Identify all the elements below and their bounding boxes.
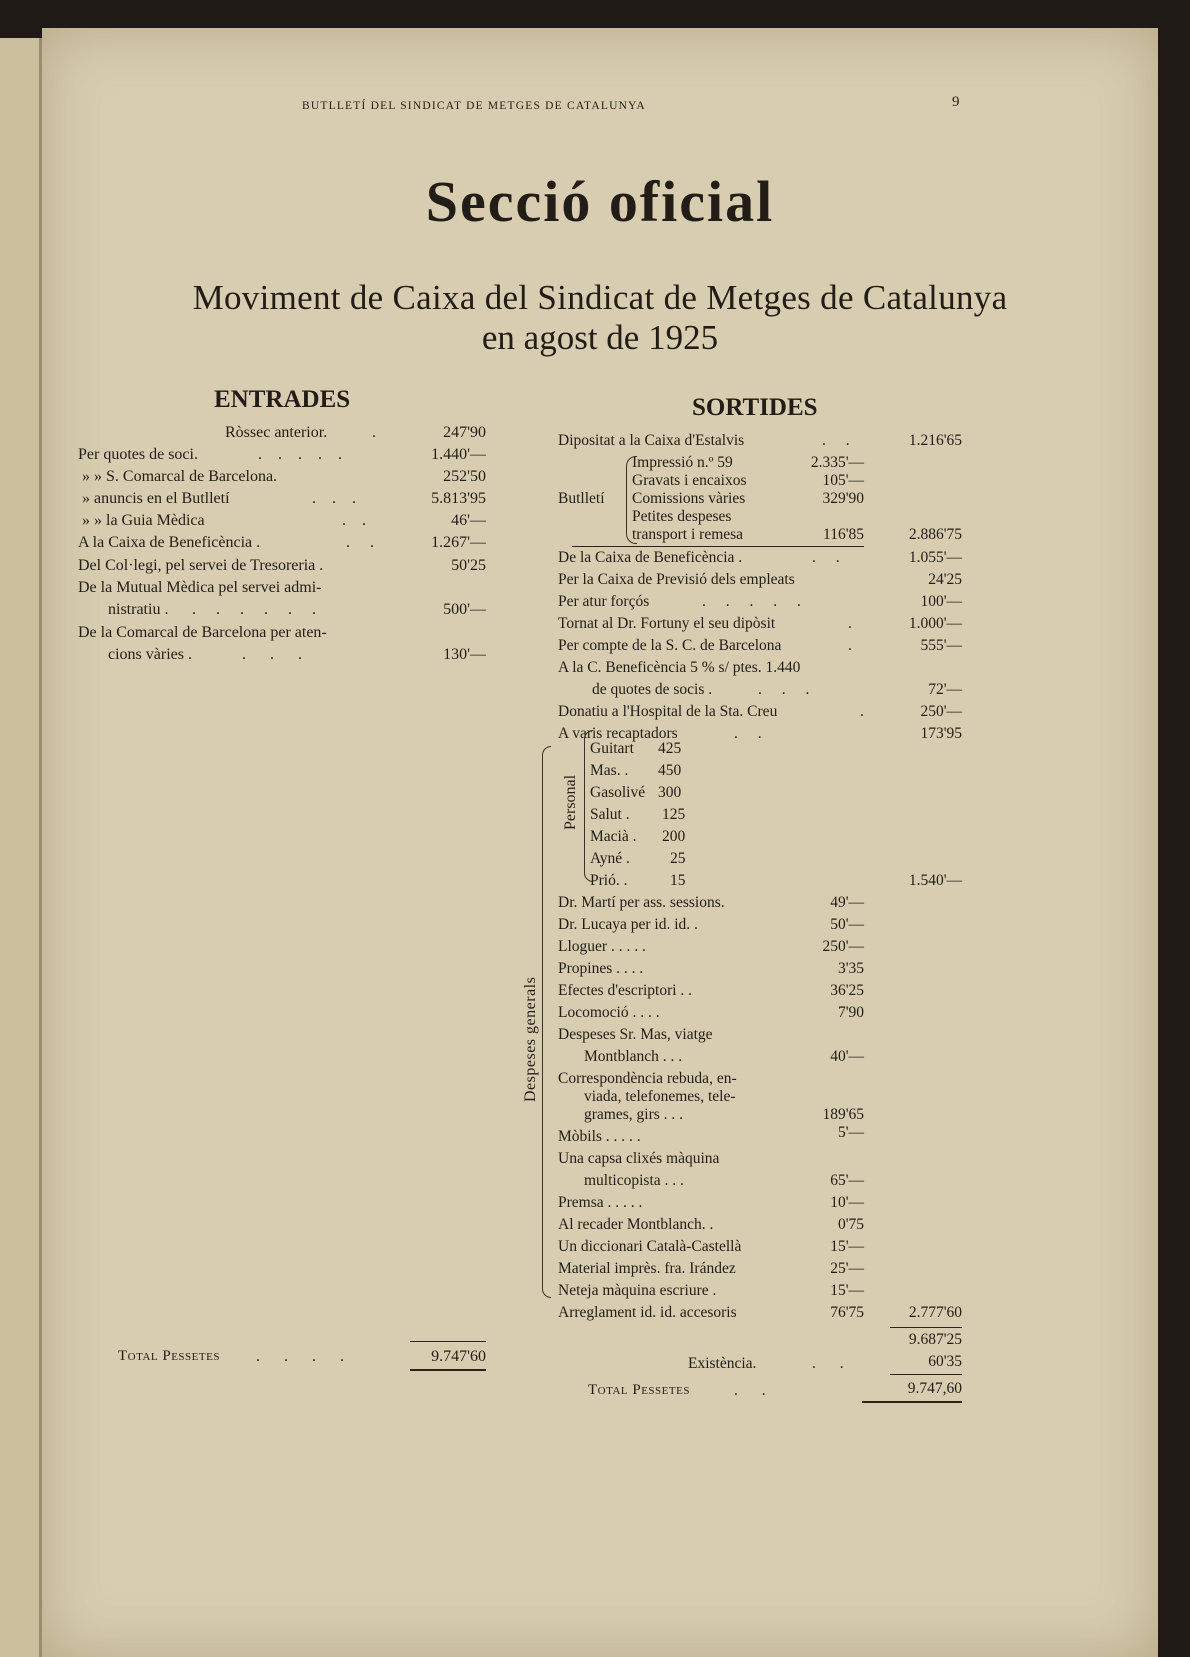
sortides-total-amount: 9.747,60 — [907, 1380, 962, 1397]
document-page: BUTLLETÍ DEL SINDICAT DE METGES DE CATALUNYA 9 Secció oficial Moviment de Caixa del Sindicat de Metges de Catalunya en agost de 1925 ENTRADES Ròssec anterior. . 247'90 Per quotes de soci. . . . . . 1.440'— » » S. Comarcal de Barcelona. 252'50 » anuncis en el Butlletí . . . 5.813'95 » » la Guia Mèdica . . 46'— A la Caixa de Beneficència . . . 1.267'— Del Col·legi, pel servei de Tresoreria . 50'25 De la Mutual Mèdica pel servei admi- nistratiu . . . . . . . 500'— De la Comarcal de Barcelona per aten- cions vàries . . . . 130'— Total Pessetes . . . . 9.747'60 SORTIDES Dipositat a la Caixa d'Estalvis . . 1.216'65 Butlletí Impressió n.º 59 2.335'— Gravats i encaixos 105'— Comissions vàries 329'90 Petites despeses transport i remesa 116'85 2.886'75 De la Caixa de Beneficència . . . 1.055'— Per la Caixa de Previsió dels empleats 24'25 Per atur forçós . . . . . 100'— Tornat al Dr. Fortuny el seu dipòsit . 1.000'— Per compte de la S. C. de Barcelona . 555'— A la C. Beneficència 5 % s/ ptes. 1.440 de quotes de socis . . . . 72'— Donatiu a l'Hospital de la Sta. Creu . 250'— A varis recaptadors . . 173'95 Despeses generals Personal Guitart 425 Mas. . 450 Gasolivé 300 Salut . 125 Macià . 200 Ayné . 25 Prió. . 15 1.540'— Dr. Martí per ass. sessions. 49'— Dr. Lucaya per id. id. . 50'— Lloguer . . . . . 250'— Propines . . . . 3'35 Efectes d'escriptori . . 36'25 Locomoció . . . . 7'90 Despeses Sr. Mas, viatge Montblanch . . . 40'— Correspondència rebuda, en- viada, telefonemes, tele- grames, girs . . . 189'65 Mòbils . . . . . 5'— Una capsa clixés màquina multicopista . . . 65'— Premsa . . . . . 10'— Al recader Montblanch. . 0'75 Un diccionari Català-Castellà 15'— Material imprès. fra. Irández 25'— Neteja màquina escriure . 15'— Arreglament id. id. accesoris 76'75 2.777'60 9.687'25 Existència. . . 60'35 Total Pessetes . . 9.747,60 — [42, 28, 1158, 1657]
entrades-total-rule-top — [410, 1341, 486, 1342]
entrades-total-rule-bottom — [410, 1369, 486, 1371]
sortides-total-label: Total Pessetes — [588, 1382, 690, 1398]
existencia-label: Existència. — [688, 1355, 757, 1372]
subtotal-rule — [890, 1327, 962, 1328]
section-title: Secció oficial — [425, 169, 775, 234]
despeses-generals-brace — [542, 746, 551, 1298]
subtotal-amount: 9.687'25 — [908, 1331, 962, 1348]
entrades-heading: ENTRADES — [214, 386, 351, 413]
existencia-amount: 60'35 — [928, 1353, 962, 1370]
butlleti-total: 2.886'75 — [908, 526, 962, 543]
running-header: BUTLLETÍ DEL SINDICAT DE METGES DE CATALUNYA — [302, 100, 646, 112]
sortides-heading: SORTIDES — [692, 394, 818, 421]
entrades-total-label: Total Pessetes — [118, 1348, 220, 1364]
personal-label: Personal — [562, 774, 579, 830]
document-title-line-2: en agost de 1925 — [481, 318, 719, 357]
page-number: 9 — [952, 94, 960, 110]
butlleti-rule — [572, 546, 864, 547]
total-rule-top — [890, 1374, 962, 1375]
butlleti-label: Butlletí — [558, 490, 605, 507]
total-rule-bottom — [862, 1401, 962, 1403]
document-title-line-1: Moviment de Caixa del Sindicat de Metges de Catalunya — [192, 278, 1008, 317]
generals-total: 2.777'60 — [908, 1304, 962, 1321]
personal-total: 1.540'— — [908, 872, 962, 889]
entrades-total-amount: 9.747'60 — [431, 1348, 486, 1365]
left-page-edge — [0, 38, 44, 1657]
despeses-generals-label: Despeses generals — [522, 976, 539, 1102]
